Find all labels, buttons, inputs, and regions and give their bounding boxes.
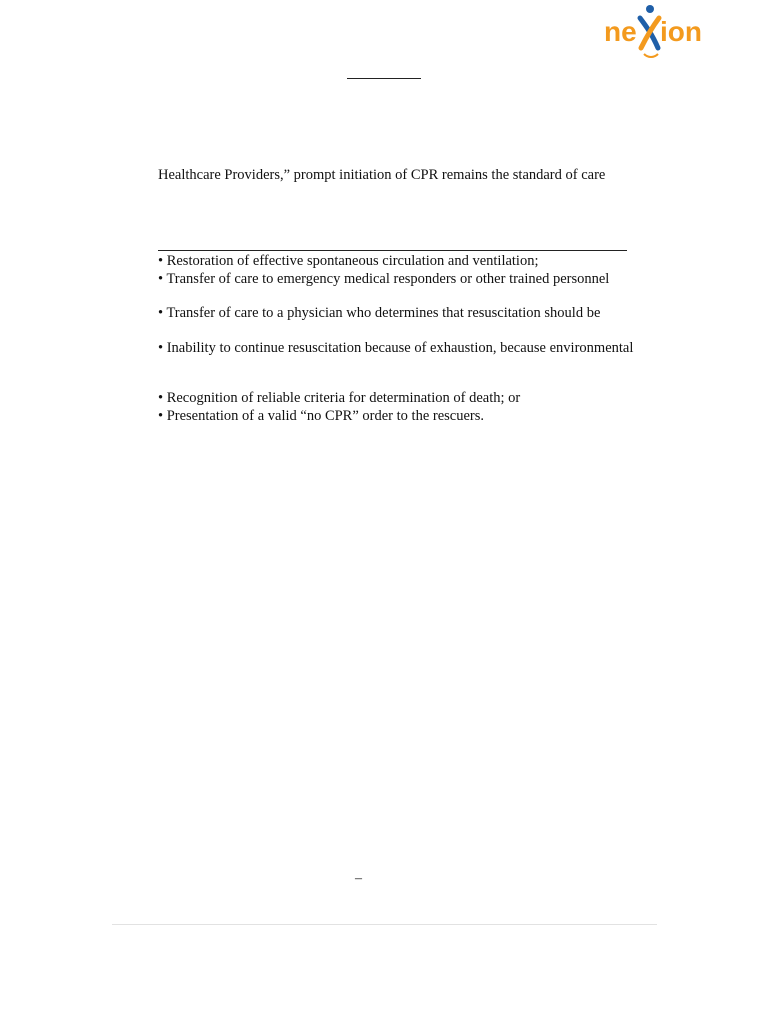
bullet-item: • Inability to continue resuscitation because of exhaustion, because environmental bbox=[158, 340, 634, 356]
intro-line: Healthcare Providers,” prompt initiation of CPR remains the standard of care bbox=[158, 167, 606, 183]
bullet-item: • Transfer of care to emergency medical responders or other trained personnel bbox=[158, 271, 610, 287]
bullet-item: • Transfer of care to a physician who determines that resuscitation should be bbox=[158, 305, 601, 321]
bullet-item: • Recognition of reliable criteria for determination of death; or bbox=[158, 390, 521, 406]
title-underline bbox=[347, 78, 421, 79]
footer-rule bbox=[112, 924, 657, 925]
page-dash: – bbox=[355, 871, 362, 886]
logo-text-ne: ne bbox=[604, 16, 637, 47]
bullet-item: • Restoration of effective spontaneous circulation and ventilation; bbox=[158, 253, 539, 269]
nexion-logo bbox=[604, 4, 700, 62]
logo-text-ion: ion bbox=[660, 16, 702, 47]
bullet-item: • Presentation of a valid “no CPR” order to the rescuers. bbox=[158, 408, 485, 424]
section-rule bbox=[158, 250, 627, 251]
